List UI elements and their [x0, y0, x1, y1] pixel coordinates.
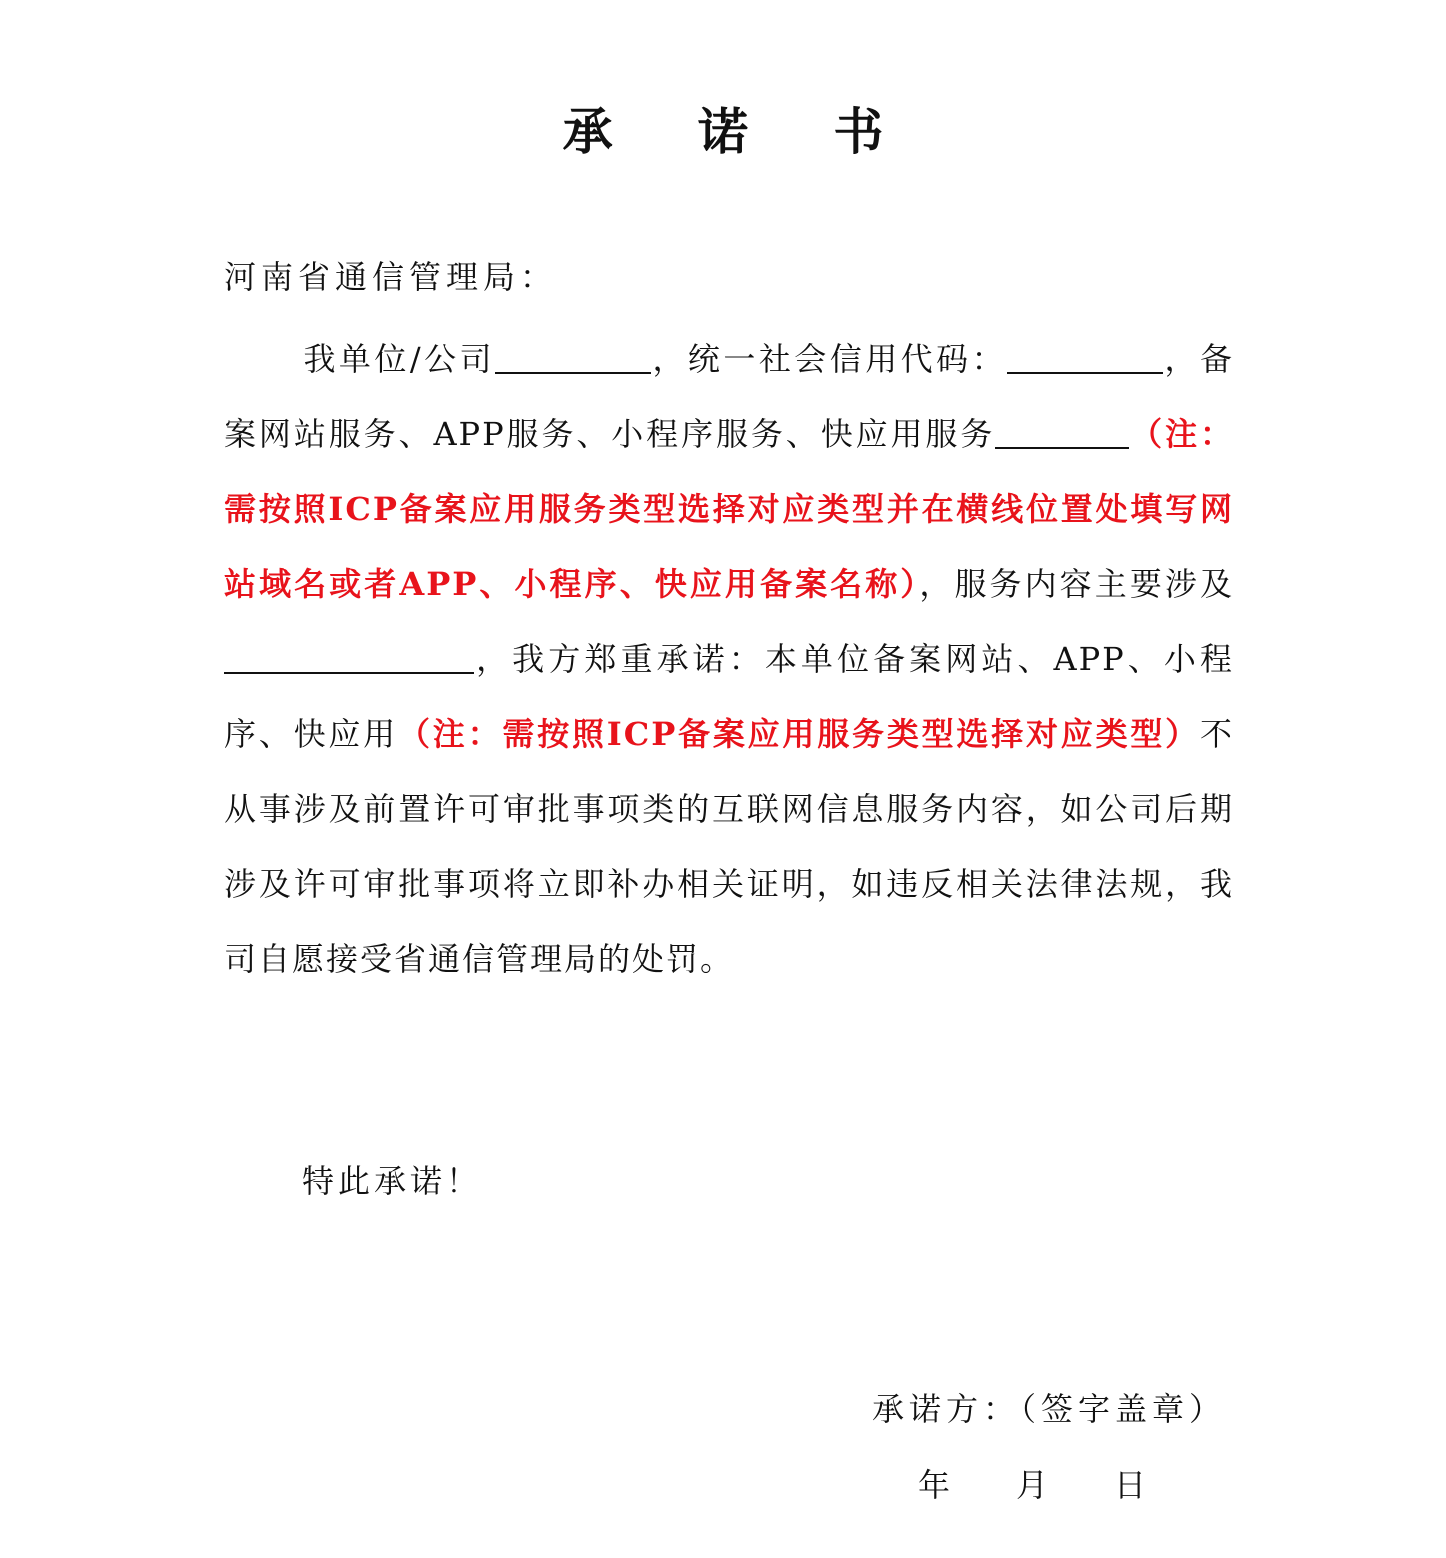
date-month: 月 — [1016, 1466, 1049, 1504]
company-name-blank[interactable] — [495, 342, 651, 374]
credit-code-blank[interactable] — [1007, 342, 1163, 374]
date-day: 日 — [1114, 1466, 1147, 1504]
body-text-pledge: ，我方郑重承诺：本单位备案网站、APP、小程序、快应用 — [224, 640, 1234, 753]
service-content-blank[interactable] — [224, 642, 474, 674]
red-note-select-type: （注：需按照ICP备案应用服务类型选择对应类型） — [397, 715, 1200, 753]
body-text-services: ，备案网站服务、APP服务、小程序服务、快应用服务 — [224, 340, 1234, 453]
document-title: 承 诺 书 — [562, 102, 918, 161]
service-name-blank[interactable] — [995, 417, 1129, 449]
date-line — [918, 1460, 1146, 1506]
signer-label: 承诺方：（签字盖章） — [872, 1390, 1227, 1428]
date-year: 年 — [918, 1466, 951, 1504]
commitment-body — [224, 322, 1234, 997]
red-note-service-type: （注：需按照ICP备案应用服务类型选择对应类型并在横线位置处填写网站域名或者APP、小程序、快应用备案名称） — [224, 415, 1234, 603]
body-text-credit-code: ，统一社会信用代码： — [651, 340, 1008, 378]
addressee: 河南省通信管理局： — [224, 258, 558, 296]
body-text-terms: 不从事涉及前置许可审批事项类的互联网信息服务内容，如公司后期涉及许可审批事项将立即补办相关证明，如违反相关法律法规，我司自愿接受省通信管理局的处罚。 — [224, 715, 1234, 978]
body-text-content: ，服务内容主要涉及 — [919, 565, 1234, 603]
body-text-unit: 我单位/公司 — [302, 340, 495, 378]
closing-statement: 特此承诺！ — [302, 1162, 483, 1200]
